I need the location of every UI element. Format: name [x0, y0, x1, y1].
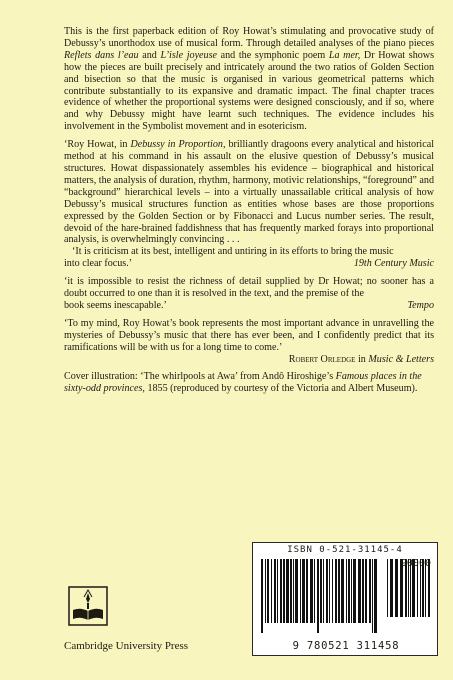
barcode-bar	[302, 559, 305, 623]
ean-number: 9 780521 311458	[259, 640, 433, 652]
barcode-bar	[348, 559, 350, 623]
cambridge-logo	[68, 586, 108, 631]
isbn-label: ISBN 0-521-31145-4	[287, 545, 403, 555]
review-tempo	[64, 276, 434, 312]
cover-illustration-credit: Cover illustration: ‘The whirlpools at Awa’ from Andô Hiroshige’s Famous places in the sixty-odd provinces, 1855 (reproduced by courtesy of the Victoria and Albert Museum).	[64, 371, 422, 395]
barcode-bar	[346, 559, 347, 623]
review-source: Music & Letters	[368, 353, 434, 365]
barcode-bar	[286, 559, 289, 623]
back-cover-text	[64, 26, 434, 401]
barcode-bar	[290, 559, 292, 623]
barcode-bar	[341, 559, 344, 623]
barcode-bar	[300, 559, 301, 623]
barcode-bar	[338, 559, 340, 623]
review-attribution-line: into clear focus.’ 19th Century Music	[64, 258, 434, 270]
review-quote: ‘it is impossible to resist the richness of detail supplied by Dr Howat; no sooner has a doubt occurred to one than it is resolved in the text, and the premise of the	[64, 276, 434, 300]
barcode-bar	[326, 559, 328, 623]
review-author: Robert Orledge	[288, 353, 356, 365]
barcode-bar	[293, 559, 294, 623]
barcode-bar	[320, 559, 322, 623]
barcode-bar	[261, 559, 263, 633]
barcode-bar	[295, 559, 298, 623]
review-attribution-line: Robert Orledge in Music & Letters	[288, 353, 434, 365]
barcode-bar	[283, 559, 285, 623]
review-quote: ‘Roy Howat, in Debussy in Proportion, brilliantly dragoons every analytical and historical method at his command in his assault on the elusive question of Debussy’s musical structures. Howat dispassionately assembles his evidence – biographical and historical matters, the analysis of duration, rhythm, harmony, motivic relationships, “foreground” and “background” hierarchical levels – into a virtually unassailable critical analysis of how Debussy’s musical structures function as entities whose bases are those proportions expressed by the Golden Section or by Fibonacci and Lucus number series. The result, devoid of the hare-brained faddishness that has frequently marked forays into proportional analysis, is overwhelmingly convincing . . .	[64, 139, 434, 246]
publisher-name: Cambridge University Press	[64, 640, 189, 652]
review-attribution-line: book seems inescapable.’ Tempo	[64, 299, 434, 311]
barcode-bar	[310, 559, 313, 623]
barcode-bar	[265, 559, 266, 623]
review-quote: ‘To my mind, Roy Howat’s book represents the most important advance in unravelling the mysteries of Debussy’s music that there has ever been, and I confidently predict that its ramifications will be with us for a long time to come.’	[64, 317, 434, 353]
barcode-bar	[267, 559, 269, 623]
barcode-bar	[351, 559, 352, 623]
barcode-bar	[277, 559, 278, 623]
barcode-bar	[323, 559, 324, 623]
blurb-paragraph: This is the first paperback edition of Roy Howat’s stimulating and provocative study of Debussy’s unorthodox use of musical form. Through detailed analyses of the piano pieces Reflets dans l’eau and L’isle joyeuse and the symphonic poem La mer, Dr Howat shows how the pieces are built precisely and intricately around the two ratios of Golden Section and bisection so that the music is organised in various geometrical patterns which contribute substantially to its expansive and dramatic impact. The final chapter traces evidence of whether the proportional systems were designed consciously, and if so, where and why Debussy might have learnt such techniques. The evidence includes his involvement in the Symbolist movement and in esotericism.	[64, 26, 435, 133]
barcode-bar	[395, 559, 398, 617]
barcode-bar	[280, 559, 282, 623]
barcode-bar	[271, 559, 272, 623]
review-source: Tempo	[407, 299, 434, 311]
barcode-bar	[369, 559, 371, 623]
barcode-bar	[372, 559, 373, 633]
barcode-bar	[335, 559, 337, 623]
barcode-bar	[332, 559, 333, 623]
barcode-bar	[387, 559, 388, 617]
barcode-bar	[358, 559, 361, 623]
barcode-bar	[306, 559, 308, 623]
barcode-bar	[329, 559, 330, 623]
isbn-barcode	[252, 542, 438, 656]
barcode-bar	[390, 559, 393, 617]
barcode-bar	[353, 559, 356, 623]
barcode-bars	[259, 559, 433, 637]
addon-number: 90000	[400, 558, 431, 569]
barcode-bar	[374, 559, 377, 633]
review-source: 19th Century Music	[353, 258, 434, 270]
review-quote-continued: ‘It is criticism at its best, intelligent and untiring in its efforts to bring the music	[72, 246, 394, 258]
barcode-bar	[317, 559, 319, 633]
barcode-bar	[365, 559, 367, 623]
review-19th-century-music	[64, 139, 434, 270]
barcode-bar	[274, 559, 276, 623]
book-torch-icon	[68, 586, 108, 626]
review-music-and-letters	[64, 318, 434, 366]
barcode-bar	[362, 559, 364, 623]
barcode-bar	[314, 559, 315, 623]
